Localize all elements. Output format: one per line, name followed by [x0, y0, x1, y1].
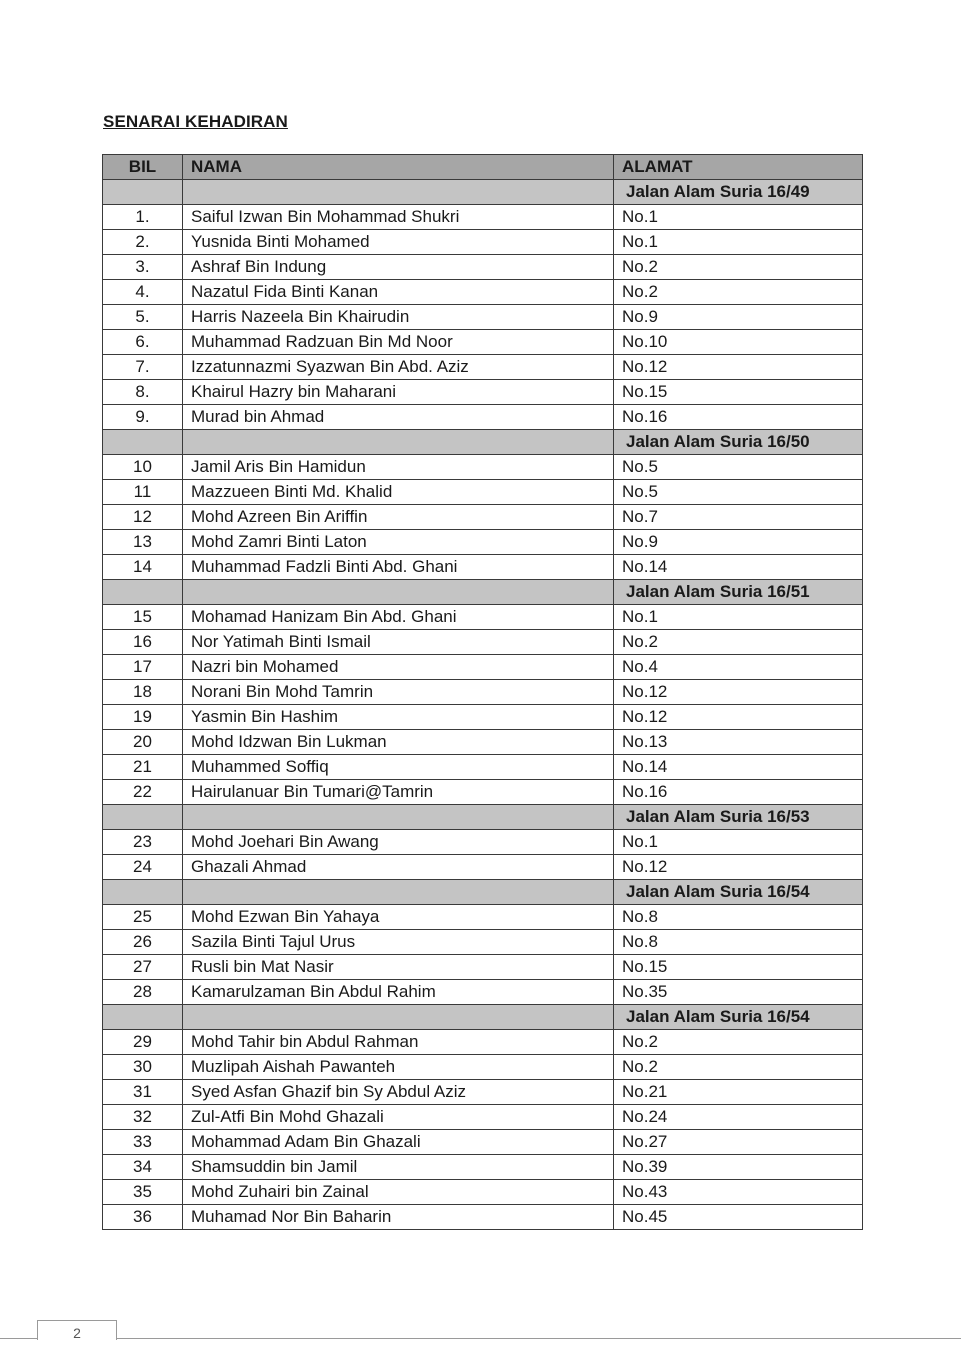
table-row	[103, 780, 863, 805]
cell-alamat: No.45	[614, 1205, 863, 1230]
cell-nama: Muhammad Radzuan Bin Md Noor	[183, 330, 614, 355]
cell-alamat: No.8	[614, 905, 863, 930]
header-bil: BIL	[103, 155, 183, 180]
cell-alamat: No.27	[614, 1130, 863, 1155]
table-row	[103, 1030, 863, 1055]
cell-alamat: No.5	[614, 455, 863, 480]
page-number: 2	[37, 1320, 117, 1340]
cell-nama: Muhammed Soffiq	[183, 755, 614, 780]
cell-nama: Murad bin Ahmad	[183, 405, 614, 430]
cell-nama: Mohd Ezwan Bin Yahaya	[183, 905, 614, 930]
cell-nama: Ashraf Bin Indung	[183, 255, 614, 280]
header-nama: NAMA	[183, 155, 614, 180]
cell-bil: 2.	[103, 230, 183, 255]
section-empty-cell	[103, 805, 183, 830]
cell-nama: Mohd Joehari Bin Awang	[183, 830, 614, 855]
cell-nama: Kamarulzaman Bin Abdul Rahim	[183, 980, 614, 1005]
cell-bil: 17	[103, 655, 183, 680]
cell-bil: 34	[103, 1155, 183, 1180]
table-row	[103, 230, 863, 255]
table-row	[103, 405, 863, 430]
cell-alamat: No.9	[614, 530, 863, 555]
table-row	[103, 205, 863, 230]
cell-nama: Mohd Tahir bin Abdul Rahman	[183, 1030, 614, 1055]
cell-alamat: No.2	[614, 630, 863, 655]
cell-bil: 25	[103, 905, 183, 930]
table-row	[103, 455, 863, 480]
cell-alamat: No.1	[614, 230, 863, 255]
cell-bil: 20	[103, 730, 183, 755]
table-row	[103, 630, 863, 655]
cell-alamat: No.5	[614, 480, 863, 505]
cell-alamat: No.12	[614, 355, 863, 380]
section-empty-cell	[183, 805, 614, 830]
cell-bil: 11	[103, 480, 183, 505]
table-row	[103, 305, 863, 330]
section-street-name: Jalan Alam Suria 16/54	[614, 1005, 863, 1030]
cell-nama: Nor Yatimah Binti Ismail	[183, 630, 614, 655]
cell-alamat: No.2	[614, 280, 863, 305]
cell-nama: Mohammad Adam Bin Ghazali	[183, 1130, 614, 1155]
cell-bil: 9.	[103, 405, 183, 430]
cell-nama: Syed Asfan Ghazif bin Sy Abdul Aziz	[183, 1080, 614, 1105]
cell-bil: 21	[103, 755, 183, 780]
table-row	[103, 980, 863, 1005]
cell-nama: Mohd Zamri Binti Laton	[183, 530, 614, 555]
table-row	[103, 480, 863, 505]
cell-nama: Khairul Hazry bin Maharani	[183, 380, 614, 405]
section-street-name: Jalan Alam Suria 16/53	[614, 805, 863, 830]
section-header-row	[103, 1005, 863, 1030]
table-row	[103, 830, 863, 855]
cell-alamat: No.12	[614, 705, 863, 730]
cell-nama: Norani Bin Mohd Tamrin	[183, 680, 614, 705]
cell-nama: Rusli bin Mat Nasir	[183, 955, 614, 980]
cell-bil: 23	[103, 830, 183, 855]
cell-alamat: No.12	[614, 680, 863, 705]
cell-nama: Jamil Aris Bin Hamidun	[183, 455, 614, 480]
cell-alamat: No.39	[614, 1155, 863, 1180]
cell-alamat: No.16	[614, 405, 863, 430]
cell-bil: 15	[103, 605, 183, 630]
footer-divider	[0, 1338, 961, 1339]
cell-bil: 35	[103, 1180, 183, 1205]
cell-nama: Nazri bin Mohamed	[183, 655, 614, 680]
cell-nama: Yusnida Binti Mohamed	[183, 230, 614, 255]
table-row	[103, 1155, 863, 1180]
cell-nama: Ghazali Ahmad	[183, 855, 614, 880]
cell-bil: 27	[103, 955, 183, 980]
section-street-name: Jalan Alam Suria 16/54	[614, 880, 863, 905]
cell-alamat: No.2	[614, 255, 863, 280]
cell-nama: Zul-Atfi Bin Mohd Ghazali	[183, 1105, 614, 1130]
cell-bil: 32	[103, 1105, 183, 1130]
cell-alamat: No.1	[614, 830, 863, 855]
table-row	[103, 705, 863, 730]
cell-nama: Mohd Idzwan Bin Lukman	[183, 730, 614, 755]
section-street-name: Jalan Alam Suria 16/50	[614, 430, 863, 455]
table-row	[103, 605, 863, 630]
section-empty-cell	[103, 580, 183, 605]
table-row	[103, 955, 863, 980]
cell-alamat: No.13	[614, 730, 863, 755]
table-row	[103, 255, 863, 280]
table-body	[103, 180, 863, 1230]
attendance-table	[102, 154, 863, 1230]
cell-alamat: No.15	[614, 380, 863, 405]
table-row	[103, 330, 863, 355]
cell-alamat: No.12	[614, 855, 863, 880]
cell-nama: Izzatunnazmi Syazwan Bin Abd. Aziz	[183, 355, 614, 380]
table-row	[103, 355, 863, 380]
cell-bil: 6.	[103, 330, 183, 355]
section-empty-cell	[183, 180, 614, 205]
section-header-row	[103, 805, 863, 830]
cell-nama: Muzlipah Aishah Pawanteh	[183, 1055, 614, 1080]
cell-bil: 28	[103, 980, 183, 1005]
section-header-row	[103, 180, 863, 205]
cell-bil: 26	[103, 930, 183, 955]
cell-alamat: No.14	[614, 555, 863, 580]
cell-nama: Mazzueen Binti Md. Khalid	[183, 480, 614, 505]
cell-bil: 1.	[103, 205, 183, 230]
section-empty-cell	[103, 1005, 183, 1030]
page-title: SENARAI KEHADIRAN	[103, 112, 288, 131]
cell-bil: 7.	[103, 355, 183, 380]
section-empty-cell	[183, 580, 614, 605]
cell-bil: 18	[103, 680, 183, 705]
table-row	[103, 855, 863, 880]
cell-bil: 16	[103, 630, 183, 655]
section-street-name: Jalan Alam Suria 16/49	[614, 180, 863, 205]
cell-alamat: No.4	[614, 655, 863, 680]
cell-alamat: No.16	[614, 780, 863, 805]
cell-alamat: No.14	[614, 755, 863, 780]
cell-alamat: No.43	[614, 1180, 863, 1205]
table-row	[103, 505, 863, 530]
cell-bil: 14	[103, 555, 183, 580]
cell-bil: 4.	[103, 280, 183, 305]
table-row	[103, 555, 863, 580]
table-row	[103, 1205, 863, 1230]
table-row	[103, 680, 863, 705]
cell-alamat: No.15	[614, 955, 863, 980]
table-row	[103, 1080, 863, 1105]
cell-alamat: No.24	[614, 1105, 863, 1130]
section-header-row	[103, 430, 863, 455]
table-row	[103, 655, 863, 680]
cell-nama: Hairulanuar Bin Tumari@Tamrin	[183, 780, 614, 805]
cell-bil: 36	[103, 1205, 183, 1230]
section-empty-cell	[183, 880, 614, 905]
table-row	[103, 530, 863, 555]
table-header-row	[103, 155, 863, 180]
cell-nama: Nazatul Fida Binti Kanan	[183, 280, 614, 305]
cell-nama: Sazila Binti Tajul Urus	[183, 930, 614, 955]
table-row	[103, 1055, 863, 1080]
table-row	[103, 1130, 863, 1155]
cell-bil: 13	[103, 530, 183, 555]
cell-bil: 10	[103, 455, 183, 480]
table-row	[103, 730, 863, 755]
cell-alamat: No.2	[614, 1055, 863, 1080]
cell-alamat: No.35	[614, 980, 863, 1005]
table-row	[103, 755, 863, 780]
cell-nama: Saiful Izwan Bin Mohammad Shukri	[183, 205, 614, 230]
header-alamat: ALAMAT	[614, 155, 863, 180]
cell-nama: Muhamad Nor Bin Baharin	[183, 1205, 614, 1230]
cell-alamat: No.21	[614, 1080, 863, 1105]
section-empty-cell	[103, 430, 183, 455]
cell-alamat: No.1	[614, 605, 863, 630]
section-header-row	[103, 580, 863, 605]
cell-bil: 22	[103, 780, 183, 805]
table-row	[103, 1105, 863, 1130]
cell-alamat: No.7	[614, 505, 863, 530]
table-row	[103, 1180, 863, 1205]
cell-alamat: No.8	[614, 930, 863, 955]
cell-nama: Mohd Zuhairi bin Zainal	[183, 1180, 614, 1205]
table-row	[103, 380, 863, 405]
table-row	[103, 280, 863, 305]
cell-nama: Muhammad Fadzli Binti Abd. Ghani	[183, 555, 614, 580]
cell-nama: Mohd Azreen Bin Ariffin	[183, 505, 614, 530]
cell-alamat: No.2	[614, 1030, 863, 1055]
cell-bil: 24	[103, 855, 183, 880]
cell-nama: Mohamad Hanizam Bin Abd. Ghani	[183, 605, 614, 630]
cell-alamat: No.10	[614, 330, 863, 355]
cell-nama: Harris Nazeela Bin Khairudin	[183, 305, 614, 330]
section-empty-cell	[103, 180, 183, 205]
cell-bil: 8.	[103, 380, 183, 405]
section-empty-cell	[183, 1005, 614, 1030]
cell-bil: 31	[103, 1080, 183, 1105]
cell-bil: 33	[103, 1130, 183, 1155]
section-header-row	[103, 880, 863, 905]
cell-alamat: No.9	[614, 305, 863, 330]
cell-alamat: No.1	[614, 205, 863, 230]
cell-bil: 19	[103, 705, 183, 730]
cell-bil: 30	[103, 1055, 183, 1080]
table-row	[103, 930, 863, 955]
cell-bil: 5.	[103, 305, 183, 330]
cell-bil: 3.	[103, 255, 183, 280]
section-empty-cell	[183, 430, 614, 455]
cell-bil: 12	[103, 505, 183, 530]
table-row	[103, 905, 863, 930]
cell-nama: Shamsuddin bin Jamil	[183, 1155, 614, 1180]
cell-nama: Yasmin Bin Hashim	[183, 705, 614, 730]
cell-bil: 29	[103, 1030, 183, 1055]
section-street-name: Jalan Alam Suria 16/51	[614, 580, 863, 605]
section-empty-cell	[103, 880, 183, 905]
